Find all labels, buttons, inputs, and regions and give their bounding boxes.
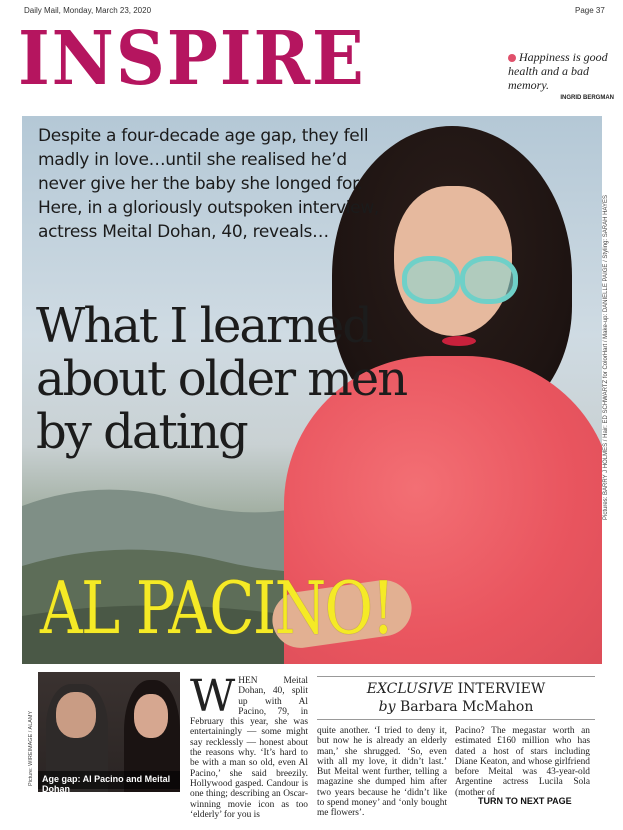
- sunglasses-left-lens: [402, 256, 460, 304]
- masthead-quote: [508, 50, 614, 92]
- page-number: Page 37: [575, 6, 605, 15]
- article-column-3: Pacino? The megastar worth an estimated £160 million who has dated a host of stars including Diane Keaton, and whose girlfriend before Meital was 43-year-old Argentine actress Lucila Sola (mother of: [455, 726, 590, 798]
- standfirst: Despite a four-decade age gap, they fell madly in love…until she realised he’d never give her the baby she longed for. Here, in a gloriously outspoken interview, actress Meital Dohan, 40, reveals…: [38, 126, 380, 242]
- interview-word: INTERVIEW: [457, 681, 546, 697]
- turn-to-next-page: TURN TO NEXT PAGE: [478, 796, 572, 806]
- photo-credit: [603, 195, 613, 820]
- inset-caption-text: Age gap: Al Pacino and Meital Dohan: [42, 774, 171, 794]
- interview-box: [317, 676, 595, 720]
- article-column-1-text: HEN Meital Dohan, 40, split up with Al Pacino, 79, in February this year, she was entertainingly — some might say recklessly — honest about the reasons why. ‘It’s hard to be with a man so old, even Al Pacino,’ she said breezily. Hollywood gasped. Candour is one thing; describing an Oscar-winning movie icon as too ‘elderly’ for you is: [190, 676, 308, 820]
- photo-credit-text: Pictures: BARRY J HOLMES / Hair: ED SCHWARTZ for ColorHart / Make-up: DANIELLE PAIGE / Styling: SARAH HAYES: [603, 195, 609, 520]
- bullet-icon: [508, 54, 516, 62]
- sunglasses-right-lens: [460, 256, 518, 304]
- interview-exclusive: EXCLUSIVE: [366, 681, 454, 697]
- drop-cap: W: [190, 671, 236, 722]
- dateline: Daily Mail, Monday, March 23, 2020: [24, 6, 152, 15]
- inset-caption: [38, 771, 180, 794]
- article-column-1: [190, 671, 308, 820]
- headline: What I learned about older men by dating: [36, 298, 407, 460]
- byline-name: Barbara McMahon: [399, 699, 534, 715]
- inset-man-face: [56, 692, 96, 738]
- byline-prefix: by: [378, 699, 396, 715]
- inset-woman-face: [134, 694, 168, 738]
- article-column-2: quite another. ‘I tried to deny it, but now he is already an elderly man,’ she shrugged. ‘So, even with all my love, it didn’t last.’ But Meital went further, telling a magazine she dumped him after two years because he ‘didn’t like to spend money’ and ‘only bought me flowers’.: [317, 726, 447, 819]
- woman-lips: [442, 336, 476, 346]
- headline-name: AL PACINO!: [40, 566, 394, 650]
- quote-author: INGRID BERGMAN: [560, 95, 614, 101]
- inset-credit: [28, 676, 36, 786]
- byline: [317, 699, 595, 715]
- section-masthead: INSPIRE: [18, 16, 366, 102]
- inset-credit-text: Picture: WIREIMAGE / ALAMY: [28, 710, 34, 786]
- interview-kicker: [317, 681, 595, 697]
- quote-text: Happiness is good health and a bad memory.: [508, 50, 608, 92]
